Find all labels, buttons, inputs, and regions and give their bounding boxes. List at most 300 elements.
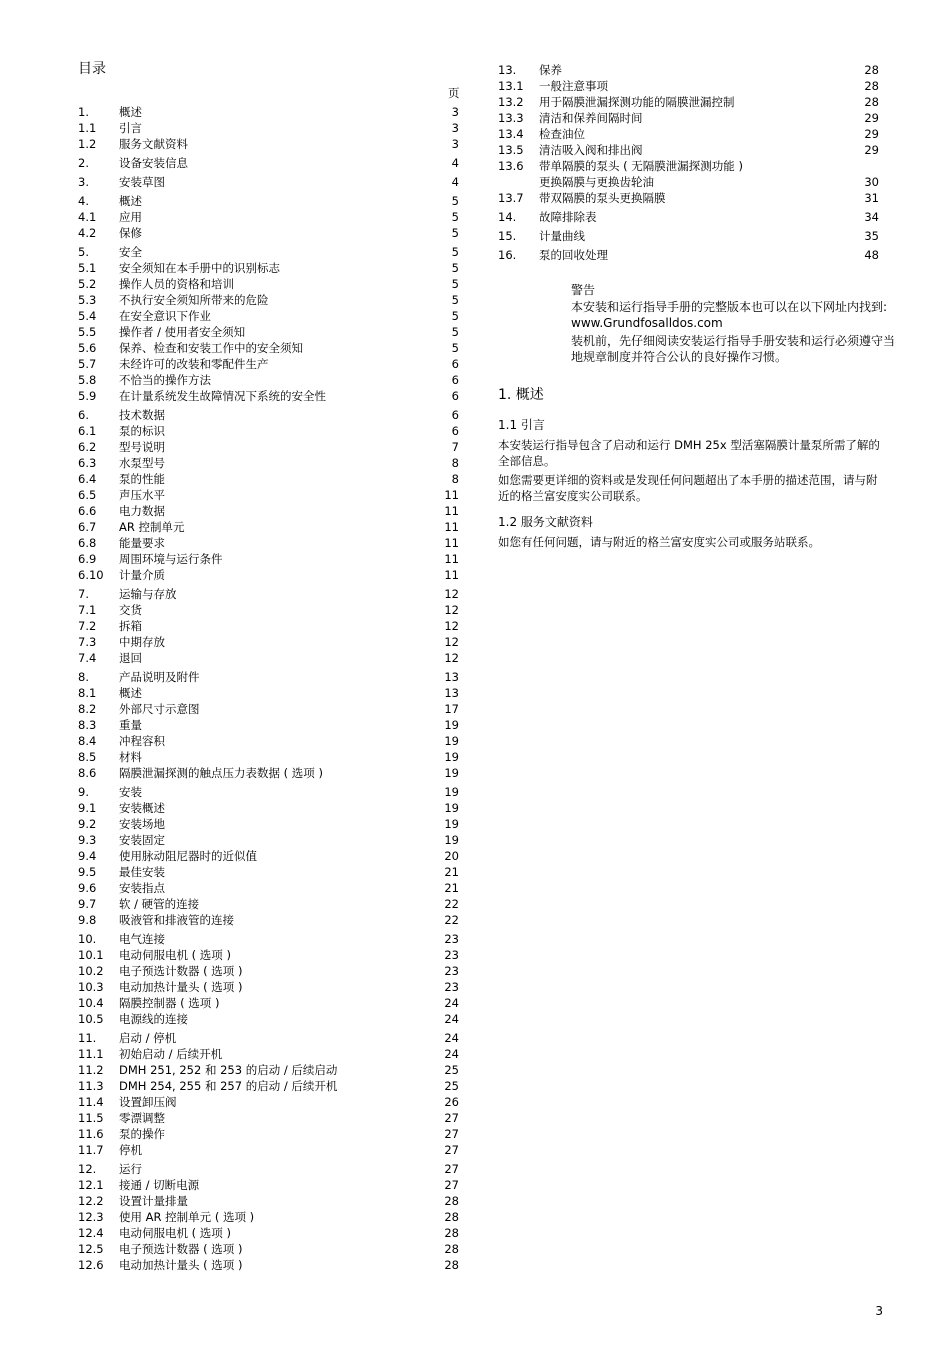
toc-entry[interactable] [78, 455, 459, 471]
toc-entry[interactable] [498, 158, 879, 174]
toc-entry-page: 5 [451, 261, 459, 275]
toc-entry[interactable] [78, 765, 459, 781]
toc-entry[interactable] [78, 832, 459, 848]
toc-entry-title: 概述 [119, 105, 142, 119]
toc-entry-page: 28 [444, 1194, 459, 1208]
toc-entry[interactable] [498, 126, 879, 142]
page-column-label: 页 [448, 86, 460, 100]
toc-entry-title: 软 / 硬管的连接 [119, 897, 200, 911]
toc-entry-title: 安全 [119, 245, 142, 259]
toc-group [498, 228, 879, 244]
toc-entry-number: 1. [78, 105, 89, 119]
toc-entry-title: 泵的标识 [119, 424, 165, 438]
toc-entry-title: 产品说明及附件 [119, 670, 200, 684]
toc-entry-title: 水泵型号 [119, 456, 165, 470]
toc-entry-number: 8.6 [78, 766, 97, 780]
toc-entry-page: 29 [864, 127, 879, 141]
toc-entry-number: 6.10 [78, 568, 104, 582]
toc-entry-page: 13 [444, 670, 459, 684]
toc-entry-page: 19 [444, 750, 459, 764]
toc-entry-title: 设置计量排量 [119, 1194, 188, 1208]
toc-entry[interactable] [78, 136, 459, 152]
toc-entry-number: 14. [498, 210, 517, 224]
toc-entry-page: 3 [451, 121, 459, 135]
toc-entry-number: 11.5 [78, 1111, 104, 1125]
toc-entry-number: 12. [78, 1162, 97, 1176]
toc-entry[interactable] [78, 669, 459, 685]
toc-entry-page: 12 [444, 587, 459, 601]
toc-entry[interactable] [78, 104, 459, 120]
toc-entry[interactable] [78, 733, 459, 749]
toc-entry-number: 7.2 [78, 619, 97, 633]
toc-entry[interactable] [78, 1241, 459, 1257]
toc-entry-title: 电源线的连接 [119, 1012, 188, 1026]
toc-entry-title: AR 控制单元 [119, 520, 185, 534]
toc-group [78, 407, 459, 583]
toc-entry-page: 13 [444, 686, 459, 700]
toc-entry-number: 1.1 [78, 121, 97, 135]
toc-entry[interactable] [498, 209, 879, 225]
toc-entry[interactable] [78, 1209, 459, 1225]
toc-entry-page: 23 [444, 948, 459, 962]
section-1-2-paragraph-1: 如您有任何问题，请与附近的格兰富安度实公司或服务站联系。 [498, 535, 820, 549]
toc-entry-page: 11 [444, 488, 459, 502]
toc-entry-title: 用于隔膜泄漏探测功能的隔膜泄漏控制 [539, 95, 735, 109]
toc-entry[interactable] [78, 551, 459, 567]
toc-entry-number: 11.2 [78, 1063, 104, 1077]
toc-entry-title: 使用脉动阻尼器时的近似值 [119, 849, 257, 863]
toc-entry-number: 13.3 [498, 111, 524, 125]
toc-entry[interactable] [78, 1225, 459, 1241]
toc-entry-number: 7.3 [78, 635, 97, 649]
toc-entry-number: 8.2 [78, 702, 97, 716]
toc-entry-page: 31 [864, 191, 879, 205]
toc-entry-page: 30 [864, 175, 879, 189]
toc-entry-number: 5.6 [78, 341, 97, 355]
toc-entry-number: 8. [78, 670, 89, 684]
toc-entry-page: 5 [451, 293, 459, 307]
toc-entry-page: 12 [444, 635, 459, 649]
toc-entry-title: 不恰当的操作方法 [119, 373, 211, 387]
toc-entry-number: 4.1 [78, 210, 97, 224]
toc-entry-page: 28 [444, 1226, 459, 1240]
toc-entry-title: 电子预选计数器 ( 选项 ) [119, 964, 243, 978]
toc-entry-page: 11 [444, 568, 459, 582]
toc-entry[interactable] [78, 848, 459, 864]
toc-entry-number: 8.5 [78, 750, 97, 764]
toc-entry[interactable] [78, 276, 459, 292]
toc-entry[interactable] [78, 995, 459, 1011]
toc-entry-page: 5 [451, 325, 459, 339]
toc-entry[interactable] [498, 174, 879, 190]
toc-entry[interactable] [78, 634, 459, 650]
toc-entry-number: 9.8 [78, 913, 97, 927]
toc-entry[interactable] [78, 947, 459, 963]
toc-entry-title: 电动伺服电机 ( 选项 ) [119, 948, 231, 962]
toc-entry-page: 28 [864, 95, 879, 109]
toc-entry-number: 13.4 [498, 127, 524, 141]
toc-entry-page: 25 [444, 1079, 459, 1093]
toc-entry-title: 安装概述 [119, 801, 165, 815]
toc-entry-title: 隔膜控制器 ( 选项 ) [119, 996, 220, 1010]
toc-group [78, 1161, 459, 1273]
toc-entry-number: 13.5 [498, 143, 524, 157]
toc-entry-title: 最佳安装 [119, 865, 165, 879]
toc-entry-number: 12.1 [78, 1178, 104, 1192]
toc-entry[interactable] [78, 618, 459, 634]
toc-entry-number: 11.7 [78, 1143, 104, 1157]
toc-entry-title: 安装 [119, 785, 142, 799]
toc-entry[interactable] [498, 247, 879, 263]
toc-entry-page: 34 [864, 210, 879, 224]
toc-entry-number: 11. [78, 1031, 97, 1045]
toc-entry-title: 设备安装信息 [119, 156, 188, 170]
toc-entry[interactable] [78, 308, 459, 324]
warning-paragraph-online: 本安装和运行指导手册的完整版本也可以在以下网址内找到: www.Grundfosalldos.com [571, 300, 888, 330]
toc-entry[interactable] [78, 174, 459, 190]
toc-entry-title: 计量介质 [119, 568, 165, 582]
toc-entry-page: 6 [451, 424, 459, 438]
toc-entry-title: 清洁吸入阀和排出阀 [539, 143, 643, 157]
toc-entry[interactable] [78, 471, 459, 487]
toc-entry-page: 27 [444, 1178, 459, 1192]
toc-entry[interactable] [78, 931, 459, 947]
toc-entry-title: 操作者 / 使用者安全须知 [119, 325, 246, 339]
toc-entry-title: 吸液管和排液管的连接 [119, 913, 234, 927]
toc-entry-title: 型号说明 [119, 440, 165, 454]
toc-entry[interactable] [78, 1126, 459, 1142]
toc-entry[interactable] [78, 519, 459, 535]
toc-entry-page: 19 [444, 801, 459, 815]
toc-entry[interactable] [78, 1094, 459, 1110]
toc-entry-title: 保修 [119, 226, 142, 240]
toc-group [78, 244, 459, 404]
toc-entry[interactable] [498, 190, 879, 206]
toc-entry-page: 19 [444, 833, 459, 847]
toc-entry[interactable] [78, 340, 459, 356]
toc-entry-title: 冲程容积 [119, 734, 165, 748]
toc-entry-page: 19 [444, 817, 459, 831]
toc-entry-page: 24 [444, 1031, 459, 1045]
toc-entry-page: 11 [444, 520, 459, 534]
toc-entry[interactable] [78, 586, 459, 602]
toc-entry-number: 11.4 [78, 1095, 104, 1109]
toc-entry-page: 6 [451, 357, 459, 371]
toc-entry-page: 3 [451, 105, 459, 119]
toc-entry[interactable] [78, 260, 459, 276]
toc-entry[interactable] [78, 244, 459, 260]
toc-entry-page: 22 [444, 897, 459, 911]
toc-entry-number: 8.4 [78, 734, 97, 748]
toc-entry-page: 6 [451, 408, 459, 422]
section-1-1-paragraph-1: 本安装运行指导包含了启动和运行 DMH 25x 型活塞隔膜计量泵所需了解的全部信息。 [498, 438, 880, 468]
toc-entry-number: 9. [78, 785, 89, 799]
toc-right-column [498, 62, 879, 266]
warning-paragraph-read-first: 装机前，先仔细阅读安装运行指导手册安装和运行必须遵守当地规章制度并符合公认的良好操作习惯。 [571, 334, 896, 364]
toc-group [78, 174, 459, 190]
toc-entry-number: 13.6 [498, 159, 524, 173]
section-1-1-paragraph-2: 如您需要更详细的资料或是发现任何问题超出了本手册的描述范围，请与附近的格兰富安度实公司联系。 [498, 473, 878, 503]
toc-entry[interactable] [78, 864, 459, 880]
toc-entry[interactable] [78, 407, 459, 423]
toc-entry-number: 16. [498, 248, 517, 262]
toc-entry-title: 中期存放 [119, 635, 165, 649]
toc-entry-number: 13.1 [498, 79, 524, 93]
toc-entry[interactable] [78, 209, 459, 225]
toc-entry-number: 12.3 [78, 1210, 104, 1224]
toc-entry-title: 在安全意识下作业 [119, 309, 211, 323]
toc-entry-number: 5.7 [78, 357, 97, 371]
toc-entry-page: 23 [444, 980, 459, 994]
toc-entry[interactable] [78, 120, 459, 136]
toc-entry-page: 24 [444, 1012, 459, 1026]
toc-entry[interactable] [78, 1257, 459, 1273]
toc-entry[interactable] [78, 717, 459, 733]
toc-entry-number: 6.8 [78, 536, 97, 550]
toc-entry-title: 停机 [119, 1143, 142, 1157]
toc-group [78, 586, 459, 666]
toc-group [498, 62, 879, 206]
toc-entry-number: 5.3 [78, 293, 97, 307]
toc-entry-title: 引言 [119, 121, 142, 135]
toc-entry-number: 6.5 [78, 488, 97, 502]
toc-entry-number: 4.2 [78, 226, 97, 240]
toc-entry-title: 启动 / 停机 [119, 1031, 177, 1045]
toc-entry-title: 运输与存放 [119, 587, 177, 601]
toc-entry[interactable] [78, 912, 459, 928]
toc-entry[interactable] [78, 1062, 459, 1078]
toc-entry-page: 11 [444, 504, 459, 518]
toc-entry-title: 电动加热计量头 ( 选项 ) [119, 1258, 243, 1272]
toc-entry-page: 23 [444, 964, 459, 978]
toc-entry-page: 11 [444, 536, 459, 550]
toc-entry-number: 15. [498, 229, 517, 243]
toc-entry[interactable] [78, 503, 459, 519]
toc-entry[interactable] [78, 784, 459, 800]
toc-entry-title: 泵的性能 [119, 472, 165, 486]
toc-entry-number: 6.3 [78, 456, 97, 470]
toc-entry[interactable] [78, 1193, 459, 1209]
toc-entry-page: 5 [451, 210, 459, 224]
toc-entry-number: 11.6 [78, 1127, 104, 1141]
toc-group [78, 931, 459, 1027]
toc-entry-title: 材料 [119, 750, 142, 764]
toc-entry-number: 7.1 [78, 603, 97, 617]
toc-entry[interactable] [78, 701, 459, 717]
toc-entry-number: 10.5 [78, 1012, 104, 1026]
toc-entry-page: 5 [451, 245, 459, 259]
section-1-1 [498, 417, 888, 507]
toc-entry-page: 5 [451, 277, 459, 291]
toc-entry[interactable] [78, 439, 459, 455]
toc-entry-title: 应用 [119, 210, 142, 224]
toc-entry[interactable] [498, 110, 879, 126]
toc-group [78, 784, 459, 928]
toc-entry-title: 拆箱 [119, 619, 142, 633]
toc-entry-page: 27 [444, 1162, 459, 1176]
toc-entry-page: 20 [444, 849, 459, 863]
toc-entry-page: 28 [444, 1210, 459, 1224]
toc-entry[interactable] [78, 1110, 459, 1126]
toc-entry-page: 25 [444, 1063, 459, 1077]
toc-group [78, 193, 459, 241]
toc-entry[interactable] [78, 816, 459, 832]
toc-entry-page: 27 [444, 1143, 459, 1157]
toc-entry[interactable] [78, 1030, 459, 1046]
toc-entry-page: 12 [444, 603, 459, 617]
toc-title: 目录 [78, 61, 106, 77]
toc-entry[interactable] [78, 567, 459, 583]
toc-entry-number: 6.7 [78, 520, 97, 534]
toc-entry-title: 泵的回收处理 [539, 248, 608, 262]
toc-entry[interactable] [78, 602, 459, 618]
toc-entry-page: 5 [451, 341, 459, 355]
section-1-1-heading: 1.1 引言 [498, 418, 545, 432]
toc-entry[interactable] [78, 372, 459, 388]
toc-entry-page: 5 [451, 194, 459, 208]
toc-entry-page: 4 [451, 156, 459, 170]
toc-entry-number: 12.4 [78, 1226, 104, 1240]
toc-entry[interactable] [78, 1078, 459, 1094]
toc-entry-page: 19 [444, 718, 459, 732]
toc-entry-title: DMH 251, 252 和 253 的启动 / 后续启动 [119, 1063, 338, 1077]
toc-entry-page: 29 [864, 111, 879, 125]
toc-entry-page: 28 [864, 63, 879, 77]
toc-entry[interactable] [78, 535, 459, 551]
toc-entry-title: 保养、检查和安装工作中的安全须知 [119, 341, 303, 355]
toc-entry-title: 安装固定 [119, 833, 165, 847]
toc-entry-number: 8.3 [78, 718, 97, 732]
toc-entry[interactable] [78, 1046, 459, 1062]
toc-entry-title: 交货 [119, 603, 142, 617]
toc-entry-page: 21 [444, 881, 459, 895]
toc-entry-page: 35 [864, 229, 879, 243]
toc-entry-title: 清洁和保养间隔时间 [539, 111, 643, 125]
toc-entry-page: 5 [451, 309, 459, 323]
toc-entry-page: 28 [444, 1242, 459, 1256]
toc-entry-number: 7. [78, 587, 89, 601]
toc-entry[interactable] [78, 685, 459, 701]
toc-entry[interactable] [78, 800, 459, 816]
toc-entry-title: 带双隔膜的泵头更换隔膜 [539, 191, 666, 205]
toc-entry-number: 13.7 [498, 191, 524, 205]
toc-entry[interactable] [78, 423, 459, 439]
toc-entry-title: 电子预选计数器 ( 选项 ) [119, 1242, 243, 1256]
toc-entry-number: 9.2 [78, 817, 97, 831]
toc-entry-page: 27 [444, 1127, 459, 1141]
toc-entry-title: 外部尺寸示意图 [119, 702, 200, 716]
toc-entry[interactable] [78, 963, 459, 979]
toc-group [78, 669, 459, 781]
toc-entry[interactable] [498, 94, 879, 110]
toc-entry-title: 检查油位 [539, 127, 585, 141]
toc-entry[interactable] [78, 1161, 459, 1177]
toc-entry-number: 5.1 [78, 261, 97, 275]
toc-entry[interactable] [78, 1142, 459, 1158]
toc-entry-number: 5.2 [78, 277, 97, 291]
toc-entry-number: 1.2 [78, 137, 97, 151]
toc-entry-title: 安全须知在本手册中的识别标志 [119, 261, 280, 275]
toc-entry-number: 11.1 [78, 1047, 104, 1061]
toc-entry-number: 6.1 [78, 424, 97, 438]
toc-entry[interactable] [78, 388, 459, 404]
toc-entry[interactable] [498, 78, 879, 94]
toc-entry[interactable] [78, 650, 459, 666]
toc-entry-number: 4. [78, 194, 89, 208]
toc-entry-page: 4 [451, 175, 459, 189]
toc-entry[interactable] [78, 979, 459, 995]
toc-entry[interactable] [78, 356, 459, 372]
toc-entry-number: 9.4 [78, 849, 97, 863]
toc-entry-title: 隔膜泄漏探测的触点压力表数据 ( 选项 ) [119, 766, 323, 780]
toc-entry-title: 初始启动 / 后续开机 [119, 1047, 223, 1061]
toc-entry-number: 13. [498, 63, 517, 77]
toc-entry-page: 22 [444, 913, 459, 927]
toc-entry[interactable] [78, 1177, 459, 1193]
toc-entry-number: 6.4 [78, 472, 97, 486]
toc-entry-page: 5 [451, 226, 459, 240]
toc-entry[interactable] [78, 225, 459, 241]
toc-entry-page: 19 [444, 766, 459, 780]
toc-entry-number: 5. [78, 245, 89, 259]
toc-entry[interactable] [78, 896, 459, 912]
toc-entry-page: 12 [444, 651, 459, 665]
toc-entry-page: 12 [444, 619, 459, 633]
toc-entry[interactable] [78, 1011, 459, 1027]
toc-entry-number: 12.6 [78, 1258, 104, 1272]
toc-entry-title: 概述 [119, 686, 142, 700]
toc-entry-page [845, 158, 879, 174]
toc-left-column [78, 104, 459, 1276]
toc-entry[interactable] [78, 155, 459, 171]
toc-entry-title: 安装草图 [119, 175, 165, 189]
toc-entry-title: 不执行安全须知所带来的危险 [119, 293, 269, 307]
toc-entry[interactable] [78, 749, 459, 765]
toc-entry-title: 服务文献资料 [119, 137, 188, 151]
toc-entry-title: 接通 / 切断电源 [119, 1178, 200, 1192]
toc-entry-page: 27 [444, 1111, 459, 1125]
toc-entry-title: 概述 [119, 194, 142, 208]
toc-entry-number: 10.4 [78, 996, 104, 1010]
toc-entry-title: 一般注意事项 [539, 79, 608, 93]
toc-entry[interactable] [498, 228, 879, 244]
section-1-heading: 1. 概述 [498, 387, 544, 403]
toc-entry-title: 运行 [119, 1162, 142, 1176]
toc-entry-page: 21 [444, 865, 459, 879]
toc-entry-title: 设置卸压阀 [119, 1095, 177, 1109]
toc-entry-number: 6. [78, 408, 89, 422]
toc-entry-number: 7.4 [78, 651, 97, 665]
toc-entry-number: 5.8 [78, 373, 97, 387]
toc-entry[interactable] [78, 880, 459, 896]
toc-entry-page: 19 [444, 734, 459, 748]
toc-entry-number: 10.2 [78, 964, 104, 978]
toc-entry[interactable] [78, 324, 459, 340]
toc-entry[interactable] [78, 292, 459, 308]
toc-entry[interactable] [78, 487, 459, 503]
toc-entry[interactable] [78, 193, 459, 209]
toc-entry-title: 操作人员的资格和培训 [119, 277, 234, 291]
toc-entry-title: 电力数据 [119, 504, 165, 518]
toc-entry-page: 48 [864, 248, 879, 262]
toc-entry-title: 电气连接 [119, 932, 165, 946]
toc-entry[interactable] [498, 62, 879, 78]
toc-entry-number: 13.2 [498, 95, 524, 109]
toc-entry-page: 6 [451, 373, 459, 387]
toc-entry-number: 9.5 [78, 865, 97, 879]
toc-entry[interactable] [498, 142, 879, 158]
toc-entry-page: 19 [444, 785, 459, 799]
